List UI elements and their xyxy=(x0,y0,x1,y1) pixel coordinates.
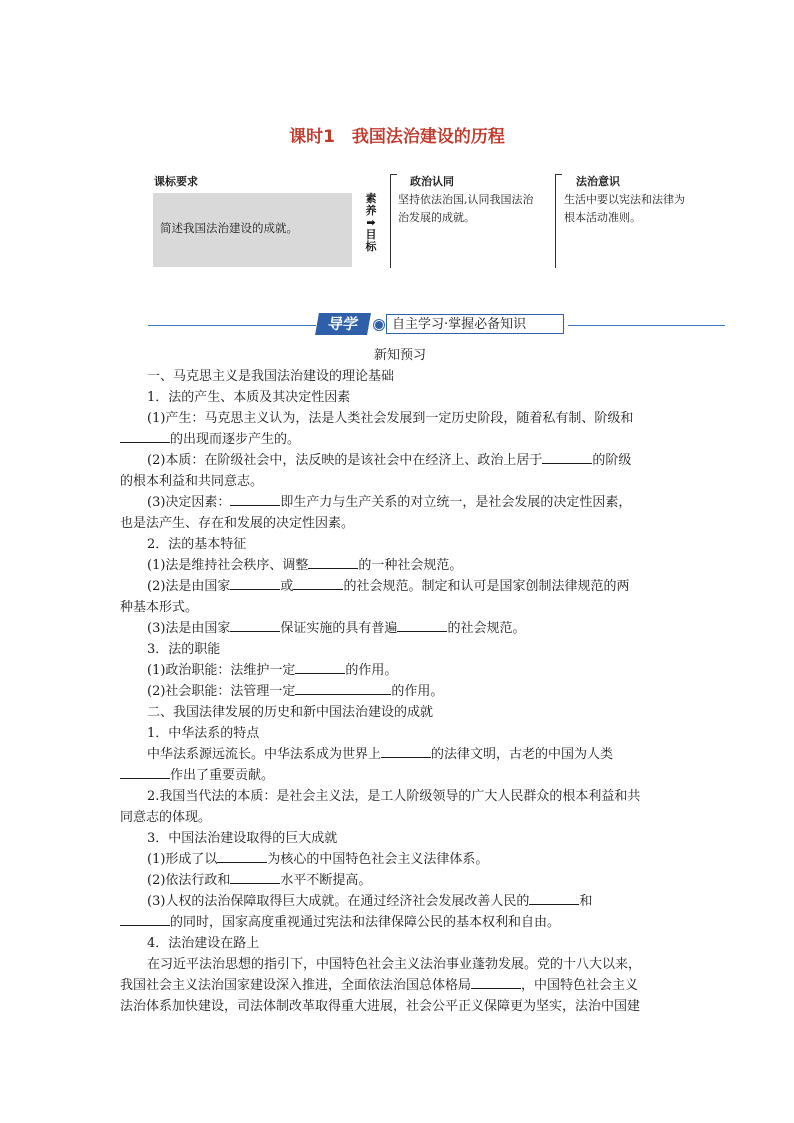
arrow-icon: ➡ xyxy=(366,216,376,229)
heading: 二、我国法律发展的历史和新中国法治建设的成就 xyxy=(147,705,434,720)
text-segment: 中华法系源远流长。中华法系成为世界上 xyxy=(147,747,382,762)
paragraph xyxy=(120,891,680,912)
section-banner xyxy=(317,313,567,335)
banner-rule-left xyxy=(148,325,316,326)
text-segment: 的作用。 xyxy=(345,663,398,678)
goal-text-line: 治发展的成就。 xyxy=(398,211,475,224)
fill-blank[interactable] xyxy=(308,555,358,569)
fill-blank[interactable] xyxy=(230,576,280,590)
text-segment: (1)产生：马克思主义认为，法是人类社会发展到一定历史阶段，随着私有制、阶级和 xyxy=(147,411,634,426)
text-segment: (1)政治职能：法维护一定 xyxy=(147,663,296,678)
paragraph xyxy=(120,429,680,450)
literacy-char: 目 xyxy=(365,228,377,241)
banner-tag: 导学 xyxy=(315,313,371,335)
main-content xyxy=(120,345,680,1017)
literacy-goal-label xyxy=(362,193,380,253)
fill-blank[interactable] xyxy=(381,744,431,758)
subheading: 2．法的基本特征 xyxy=(147,537,247,552)
goal-political-text xyxy=(398,191,534,227)
paragraph xyxy=(120,408,680,429)
fill-blank[interactable] xyxy=(295,681,391,695)
subheading: 3．法的职能 xyxy=(147,642,221,657)
goal-text-line: 根本活动准则。 xyxy=(564,211,641,224)
paragraph xyxy=(120,471,680,492)
text-segment: 的根本利益和共同意志。 xyxy=(120,474,264,489)
paragraph xyxy=(120,492,680,513)
text-segment: 和 xyxy=(579,894,593,909)
fill-blank[interactable] xyxy=(230,870,280,884)
text-segment: (2)法是由国家 xyxy=(147,579,231,594)
text-segment: (1)形成了以 xyxy=(147,852,218,867)
banner-rule-right xyxy=(568,325,725,326)
page-title: 课时1 我国法治建设的历程 xyxy=(289,127,505,147)
requirement-text: 简述我国法治建设的成就。 xyxy=(160,221,298,235)
paragraph xyxy=(120,597,680,618)
goal-political-title: 政治认同 xyxy=(410,175,454,188)
text-segment: 即生产力与生产关系的对立统一，是社会发展的决定性因素， xyxy=(280,495,632,510)
text-segment: 的一种社会规范。 xyxy=(358,558,463,573)
paragraph xyxy=(120,786,680,807)
dot-icon xyxy=(374,320,384,330)
heading: 一、马克思主义是我国法治建设的理论基础 xyxy=(147,369,395,384)
fill-blank[interactable] xyxy=(120,429,170,443)
text-segment: 的作用。 xyxy=(391,684,444,699)
text-segment: 法治体系加快建设，司法体制改革取得重大进展，社会公平正义保障更为坚实，法治中国建 xyxy=(120,999,641,1014)
literacy-char: 标 xyxy=(365,240,377,253)
text-segment: 在习近平法治思想的指引下，中国特色社会主义法治事业蓬勃发展。党的十八大以来， xyxy=(147,957,642,972)
text-segment: 的社会规范。制定和认可是国家创制法律规范的两 xyxy=(343,579,630,594)
text-segment: 或 xyxy=(280,579,294,594)
paragraph xyxy=(120,912,680,933)
paragraph xyxy=(120,954,680,975)
text-segment: (2)本质：在阶级社会中，法反映的是该社会中在经济上、政治上居于 xyxy=(147,453,543,468)
text-segment: 的出现而逐步产生的。 xyxy=(170,432,301,447)
subheading: 1．法的产生、本质及其决定性因素 xyxy=(147,390,351,405)
text-segment: (2)社会职能：法管理一定 xyxy=(147,684,296,699)
text-segment: 种基本形式。 xyxy=(120,600,199,615)
paragraph xyxy=(120,660,680,681)
fill-blank[interactable] xyxy=(397,618,447,632)
text-segment: 的阶级 xyxy=(592,453,632,468)
paragraph xyxy=(120,849,680,870)
text-segment: 的社会规范。 xyxy=(447,621,526,636)
fill-blank[interactable] xyxy=(120,912,170,926)
text-segment: 保证实施的具有普遍 xyxy=(280,621,398,636)
paragraph xyxy=(120,618,680,639)
text-segment: 也是法产生、存在和发展的决定性因素。 xyxy=(120,516,355,531)
text-segment: (2)依法行政和 xyxy=(147,873,231,888)
subheading: 4．法治建设在路上 xyxy=(147,936,260,951)
banner-label: 自主学习·掌握必备知识 xyxy=(386,314,564,334)
goal-text-line: 生活中要以宪法和法律为 xyxy=(564,193,685,206)
fill-blank[interactable] xyxy=(471,975,521,989)
fill-blank[interactable] xyxy=(293,576,343,590)
paragraph xyxy=(120,744,680,765)
text-segment: 水平不断提高。 xyxy=(280,873,372,888)
literacy-char: 养 xyxy=(365,204,377,217)
subheading: 1．中华法系的特点 xyxy=(147,726,260,741)
requirement-box xyxy=(153,193,352,267)
fill-blank[interactable] xyxy=(230,618,280,632)
fill-blank[interactable] xyxy=(217,849,267,863)
text-segment: (3)法是由国家 xyxy=(147,621,231,636)
paragraph xyxy=(120,681,680,702)
divider xyxy=(390,174,397,175)
section-head: 新知预习 xyxy=(373,348,426,363)
fill-blank[interactable] xyxy=(120,765,170,779)
text-segment: 为核心的中国特色社会主义法律体系。 xyxy=(267,852,489,867)
paragraph xyxy=(120,450,680,471)
text-segment: 作出了重要贡献。 xyxy=(170,768,275,783)
paragraph xyxy=(120,807,680,828)
text-segment: 2.我国当代法的本质：是社会主义法，是工人阶级领导的广大人民群众的根本利益和共 xyxy=(147,789,641,804)
divider xyxy=(555,174,562,175)
text-segment: 同意志的体现。 xyxy=(120,810,212,825)
goal-text-line: 坚持依法治国,认同我国法治 xyxy=(398,193,534,206)
text-segment: 的同时，国家高度重视通过宪法和法律保障公民的基本权利和自由。 xyxy=(170,915,561,930)
paragraph xyxy=(120,576,680,597)
goal-legal-text xyxy=(564,191,685,227)
divider xyxy=(555,174,556,268)
fill-blank[interactable] xyxy=(230,492,280,506)
literacy-char: 素 xyxy=(365,192,377,205)
paragraph xyxy=(120,996,680,1017)
paragraph xyxy=(120,555,680,576)
subheading: 3．中国法治建设取得的巨大成就 xyxy=(147,831,338,846)
fill-blank[interactable] xyxy=(295,660,345,674)
text-segment: (3)人权的法治保障取得巨大成就。在通过经济社会发展改善人民的 xyxy=(147,894,530,909)
paragraph xyxy=(120,870,680,891)
divider xyxy=(390,174,391,268)
paragraph xyxy=(120,975,680,996)
text-segment: 我国社会主义法治国家建设深入推进，全面依法治国总体格局 xyxy=(120,978,472,993)
text-segment: ，中国特色社会主义 xyxy=(521,978,639,993)
paragraph xyxy=(120,513,680,534)
requirement-label: 课标要求 xyxy=(154,175,198,188)
fill-blank[interactable] xyxy=(529,891,579,905)
goal-legal-title: 法治意识 xyxy=(576,175,620,188)
paragraph xyxy=(120,765,680,786)
fill-blank[interactable] xyxy=(542,450,592,464)
text-segment: (3)决定因素： xyxy=(147,495,231,510)
text-segment: (1)法是维持社会秩序、调整 xyxy=(147,558,309,573)
text-segment: 的法律文明，古老的中国为人类 xyxy=(431,747,614,762)
